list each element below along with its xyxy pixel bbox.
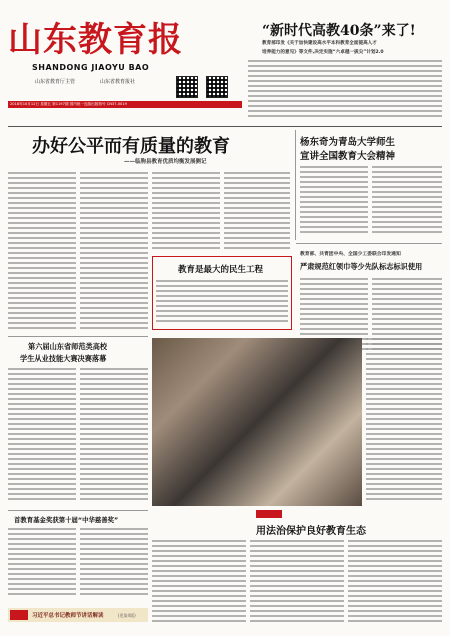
bottom-left-body-1 [8, 368, 76, 506]
lead-headline: 办好公平而有质量的教育 [32, 136, 230, 157]
footer-banner-mark [10, 610, 28, 620]
bottom-left-body-4 [80, 528, 148, 600]
commentary-tag [256, 510, 282, 527]
issue-info-text: 2018年10月12日 星期五 第1197期 国内统一连续出版物号 CN37-0019 [10, 102, 127, 106]
qr-code-weibo [176, 76, 198, 98]
right-story-body-2 [372, 166, 442, 238]
lead-body-col2 [80, 172, 148, 332]
lead-body-col3 [152, 172, 220, 252]
box-story-headline: 教育是最大的民生工程 [178, 265, 264, 275]
right-story-headline-1: 杨东奇为青岛大学师生 [300, 137, 396, 148]
lead-subhead: ——临朐县教育优质均衡发展侧记 [124, 159, 207, 165]
lead-body-col1 [8, 172, 76, 332]
middle-right-kicker: 教育部、共青团中央、全国少工委联合印发通知 [300, 252, 401, 257]
commentary-tag-text: 教育时评 [259, 521, 280, 527]
masthead-publisher: 山东省教育报社 [100, 79, 136, 85]
top-right-headline: “新时代高教40条”来了! [262, 23, 416, 39]
bottom-left-body-3 [8, 528, 76, 600]
bottom-left-headline-1: 第六届山东省师范类高校 [28, 342, 108, 351]
bottom-left-headline-2: 学生从业技能大赛决赛落幕 [20, 354, 107, 363]
top-right-subhead-1: 教育部印发《关于加快建设高水平本科教育全面提高人才 [262, 41, 377, 46]
top-right-subhead-2: 培养能力的意见》等文件,决定实施“六卓越一拔尖”计划2.0 [262, 50, 384, 55]
photo-caption [366, 338, 442, 506]
commentary-headline: 用法治保护良好教育生态 [256, 526, 366, 537]
lead-body-col4 [224, 172, 290, 252]
masthead-pinyin: SHANDONG JIAOYU BAO [32, 63, 150, 72]
masthead-logo: 山东教育报 [8, 20, 183, 60]
commentary-body-2 [250, 540, 344, 626]
box-story-body [156, 280, 288, 326]
bottom-left-headline-3: 首教育基金奖获第十届“中华慈善奖” [14, 516, 119, 524]
bottom-left-body-2 [80, 368, 148, 506]
commentary-body-1 [152, 540, 246, 626]
top-right-body [248, 60, 442, 122]
news-photo [152, 338, 362, 506]
commentary-body-3 [348, 540, 442, 626]
right-story-headline-2: 宣讲全国教育大会精神 [300, 151, 396, 162]
masthead-sponsor: 山东省教育厅主管 [35, 79, 76, 85]
footer-ref: (见第4版) [118, 613, 136, 618]
right-story-body-1 [300, 166, 368, 238]
qr-code-wechat [206, 76, 228, 98]
middle-right-headline: 严肃规范红领巾等少先队标志标识使用 [300, 262, 423, 271]
footer-text: 习近平总书记教师节讲话解读 [32, 613, 104, 619]
